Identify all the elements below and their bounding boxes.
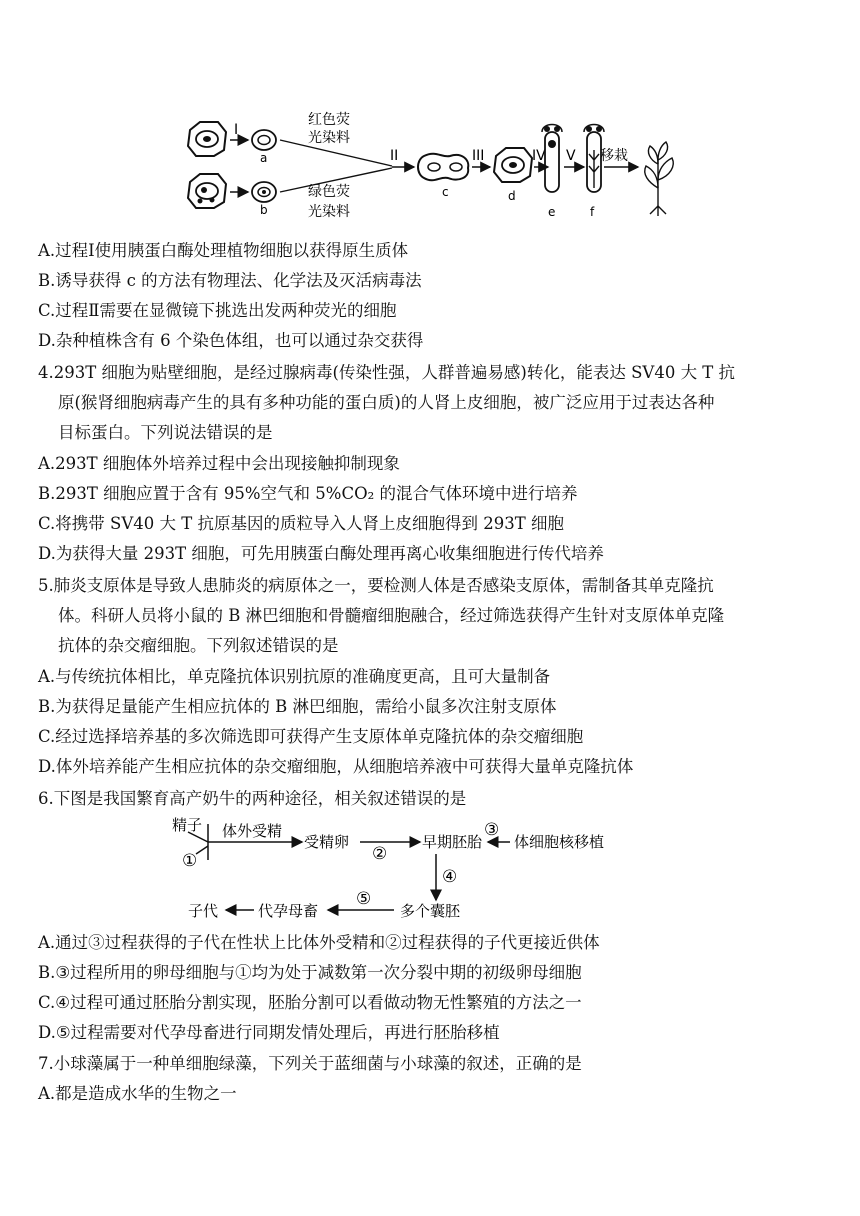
label-roman-4: IV (532, 148, 546, 164)
sperm-label: 精子 (172, 816, 203, 834)
label-c: c (442, 185, 449, 199)
zygote-label: 受精卵 (304, 833, 350, 851)
red-dye-line2: 光染料 (308, 130, 350, 146)
q3-option-d: D.杂种植株含有 6 个染色体组，也可以通过杂交获得 (38, 331, 424, 350)
q4-stem-line2: 原(猴肾细胞病毒产生的具有多种功能的蛋白质)的人肾上皮细胞，被广泛应用于过表达各种 (58, 393, 715, 412)
label-b: b (260, 203, 268, 217)
ivf-label: 体外受精 (222, 822, 283, 840)
q5-option-d: D.体外培养能产生相应抗体的杂交瘤细胞，从细胞培养液中可获得大量单克隆抗体 (38, 757, 634, 776)
q5-stem-line2: 体。科研人员将小鼠的 B 淋巴细胞和骨髓瘤细胞融合，经过筛选获得产生针对支原体单克隆 (58, 606, 725, 625)
hybrid-plant (645, 142, 673, 216)
fused-cell-c (418, 154, 468, 181)
early-embryo-label: 早期胚胎 (422, 833, 483, 851)
test-tube-e (542, 125, 562, 193)
q6-option-b: B.③过程所用的卵母细胞与①均为处于减数第一次分裂中期的初级卵母细胞 (38, 963, 582, 982)
label-roman-1: I (234, 122, 239, 138)
label-d: d (508, 189, 516, 203)
q5-option-b: B.为获得足量能产生相应抗体的 B 淋巴细胞，需给小鼠多次注射支原体 (38, 697, 557, 716)
q3-option-c: C.过程Ⅱ需要在显微镜下挑选出发两种荧光的细胞 (38, 301, 397, 320)
label-a: a (260, 151, 268, 165)
plant-cell-top (188, 122, 226, 156)
process-3-label: ③ (484, 820, 500, 840)
breeding-flow-diagram (160, 810, 620, 925)
process-4-label: ④ (442, 867, 458, 887)
q6-option-c: C.④过程可通过胚胎分割实现，胚胎分割可以看做动物无性繁殖的方法之一 (38, 993, 582, 1012)
label-roman-3: III (472, 148, 485, 164)
scnt-label: 体细胞核移植 (514, 833, 605, 851)
blastocysts-label: 多个囊胚 (400, 902, 461, 920)
protoplast-b (252, 182, 276, 202)
protoplast-a (252, 130, 276, 150)
hybrid-cell-d (494, 148, 532, 182)
red-dye-line1: 红色荧 (308, 112, 350, 128)
process-5-label: ⑤ (356, 889, 372, 909)
q4-option-a: A.293T 细胞体外培养过程中会出现接触抑制现象 (38, 454, 400, 473)
plant-cell-bottom (188, 174, 226, 208)
process-2-label: ② (372, 844, 388, 864)
q6-stem: 6.下图是我国繁育高产奶牛的两种途径，相关叙述错误的是 (38, 789, 467, 808)
q4-option-c: C.将携带 SV40 大 T 抗原基因的质粒导入人肾上皮细胞得到 293T 细胞 (38, 514, 564, 533)
q5-stem-line1: 5.肺炎支原体是导致人患肺炎的病原体之一，要检测人体是否感染支原体，需制备其单克隆抗 (38, 576, 714, 595)
q5-option-c: C.经过选择培养基的多次筛选即可获得产生支原体单克隆抗体的杂交瘤细胞 (38, 727, 584, 746)
surrogate-label: 代孕母畜 (258, 902, 319, 920)
process-1-label: ① (182, 851, 198, 871)
label-roman-5: V (566, 148, 576, 164)
q4-option-d: D.为获得大量 293T 细胞，可先用胰蛋白酶处理再离心收集细胞进行传代培养 (38, 544, 604, 563)
transplant-label: 移栽 (600, 148, 628, 164)
cell-fusion-diagram (180, 110, 680, 230)
label-f: f (590, 205, 595, 219)
green-dye-line1: 绿色荧 (308, 184, 350, 200)
label-roman-2: II (390, 148, 399, 164)
q5-stem-line3: 抗体的杂交瘤细胞。下列叙述错误的是 (58, 636, 339, 655)
q6-option-d: D.⑤过程需要对代孕母畜进行同期发情处理后，再进行胚胎移植 (38, 1023, 500, 1042)
q6-option-a: A.通过③过程获得的子代在性状上比体外受精和②过程获得的子代更接近供体 (38, 933, 600, 952)
q5-option-a: A.与传统抗体相比，单克隆抗体识别抗原的准确度更高，且可大量制备 (38, 667, 551, 686)
q3-option-b: B.诱导获得 c 的方法有物理法、化学法及灭活病毒法 (38, 271, 422, 290)
q4-stem-line1: 4.293T 细胞为贴壁细胞，是经过腺病毒(传染性强，人群普遍易感)转化，能表达 SV40 大 T 抗 (38, 363, 736, 382)
q7-stem: 7.小球藻属于一种单细胞绿藻，下列关于蓝细菌与小球藻的叙述，正确的是 (38, 1054, 582, 1073)
green-dye-line2: 光染料 (308, 204, 350, 220)
label-e: e (548, 205, 556, 219)
q7-option-a: A.都是造成水华的生物之一 (38, 1084, 237, 1103)
q4-stem-line3: 目标蛋白。下列说法错误的是 (58, 423, 273, 442)
q3-option-a: A.过程Ⅰ使用胰蛋白酶处理植物细胞以获得原生质体 (38, 241, 409, 260)
offspring-label: 子代 (188, 902, 219, 920)
q4-option-b: B.293T 细胞应置于含有 95%空气和 5%CO₂ 的混合气体环境中进行培养 (38, 484, 578, 503)
